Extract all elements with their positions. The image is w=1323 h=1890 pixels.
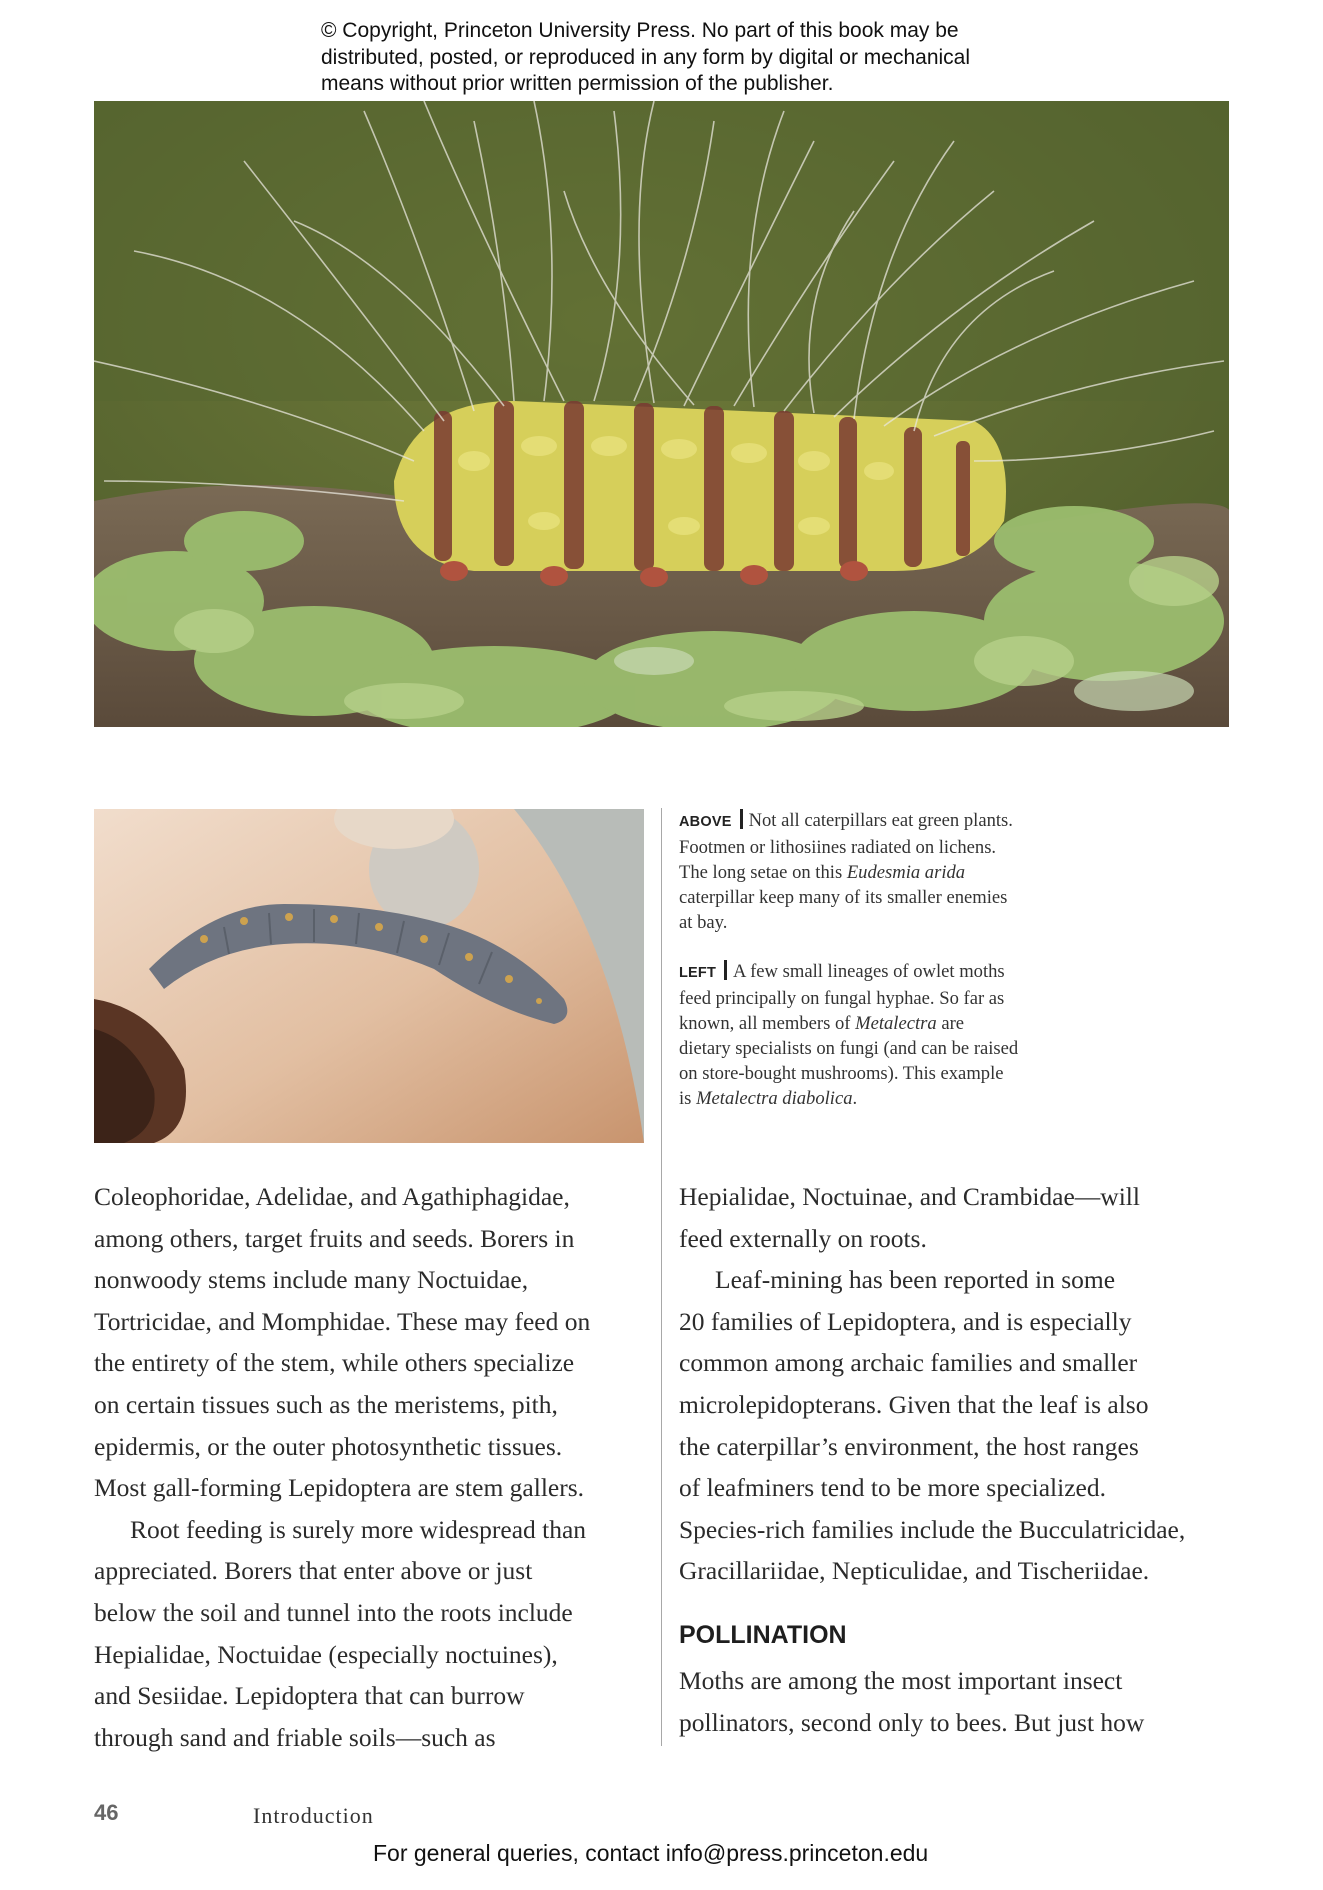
running-head: Introduction <box>253 1803 374 1828</box>
caption-above-species: Eudesmia arida <box>846 862 966 883</box>
caption-above-label: ABOVE <box>679 814 732 830</box>
body-paragraph: Hepialidae, Noctuinae, and Crambidae—will feed externally on roots. <box>679 1182 1140 1253</box>
section-heading-pollination: POLLINATION <box>679 1620 847 1649</box>
caption-above <box>679 808 1019 935</box>
column-divider <box>661 808 662 1746</box>
caption-left-genus: Metalectra <box>855 1013 937 1034</box>
photo-eudesmia-arida-caterpillar <box>94 101 1229 727</box>
caption-divider <box>724 960 727 980</box>
copyright-notice: © Copyright, Princeton University Press. No part of this book may be distributed, posted, or reproduced in any form by digital or mechanical means without prior written permission of the publisher. <box>321 19 971 95</box>
caption-divider <box>740 809 743 829</box>
caption-above-text-1: Not all caterpillars eat green plants. Footmen or lithosiines radiated on lichens. The long setae on this <box>679 810 1013 883</box>
caterpillar-on-lichen-illustration <box>94 101 1229 727</box>
body-paragraph: Root feeding is surely more widespread than appreciated. Borers that enter above or just below the soil and tunnel into the roots include Hepialidae, Noctuidae (especially noctuines), and Sesiidae. Lepidoptera that can burrow through sand and friable soils—such as <box>94 1514 587 1752</box>
body-column-right <box>679 1176 1239 1743</box>
caption-left-text-2: are dietary specialists on fungi (and can be raised on store-bought mushrooms). This example is <box>679 1013 1019 1109</box>
body-paragraph: Coleophoridae, Adelidae, and Agathiphagidae, among others, target fruits and seeds. Borers in nonwoody stems include many Noctuidae, Tortricidae, and Momphidae. These may feed on the entirety of the stem, while others specialize on certain tissues such as the meristems, pith, epidermis, or the outer photosynthetic tissues. Most gall-forming Lepidoptera are stem gallers. <box>94 1182 591 1503</box>
caption-left-species: Metalectra diabolica <box>696 1088 853 1109</box>
caption-left <box>679 959 1019 1111</box>
body-paragraph: Moths are among the most important insect pollinators, second only to bees. But just how <box>679 1665 1145 1737</box>
body-column-left <box>94 1176 654 1758</box>
caterpillar-on-mushroom-illustration <box>94 809 644 1143</box>
photo-metalectra-diabolica-caterpillar <box>94 809 644 1143</box>
caption-left-label: LEFT <box>679 965 717 981</box>
contact-footer: For general queries, contact info@press.princeton.edu <box>373 1840 929 1866</box>
page-number: 46 <box>94 1800 119 1825</box>
caption-above-text-2: caterpillar keep many of its smaller enemies at bay. <box>679 887 1008 933</box>
figure-captions <box>679 808 1019 1111</box>
body-paragraph: Leaf-mining has been reported in some 20 families of Lepidoptera, and is especially common among archaic families and smaller microlepidopterans. Given that the leaf is also the caterpillar’s environment, the host ranges of leafminers tend to be more specialized. Species-rich families include the Bucculatricidae, Gracillariidae, Nepticulidae, and Tischeriidae. <box>679 1265 1186 1586</box>
caption-left-text-1: A few small lineages of owlet moths feed principally on fungal hyphae. So far as known, all members of <box>679 961 1005 1034</box>
caption-left-text-3: . <box>852 1088 858 1109</box>
